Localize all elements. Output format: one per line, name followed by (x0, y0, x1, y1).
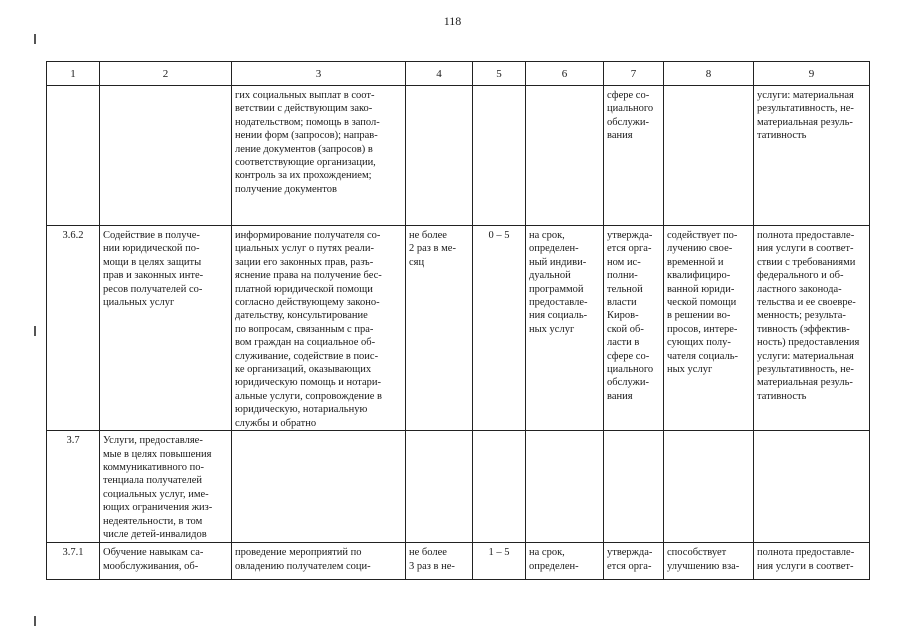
column-header: 5 (473, 62, 526, 86)
service-name-cell (100, 86, 232, 226)
service-description-cell: информирование получателя со- циальных услуг о путях реали- зации его законных прав, разъ- яснение права на получение бес- платной юридической помощи согласно действующему законо- дательству, консультирование по вопросам, связанным с пра- вом граждан на социальное об- служивание, содействие в поис- ке организаций, оказывающих юридическую помощь и нотари- альные услуги, сопровождение в юридическую, нотариальную службы и обратно (232, 226, 406, 431)
quality-criteria-cell (754, 431, 870, 543)
row-number-cell: 3.6.2 (47, 226, 100, 431)
margin-mark-bottom (34, 616, 36, 626)
frequency-cell: не более 2 раз в ме- сяц (406, 226, 473, 431)
service-description-cell: проведение мероприятий по овладению получателем соци- (232, 543, 406, 580)
quality-criteria-cell: услуги: материальная результативность, не- материальная резуль- тативность (754, 86, 870, 226)
column-header: 9 (754, 62, 870, 86)
row-number-cell (47, 86, 100, 226)
column-header: 7 (604, 62, 664, 86)
term-cell: на срок, определен- ный индиви- дуальной программой предоставле- ния социаль- ных услуг (526, 226, 604, 431)
effect-cell (664, 431, 754, 543)
quality-criteria-cell: полнота предоставле- ния услуги в соответ- ствии с требованиями федерального и об- ластного законода- тельства и ее своевре- менность; результа- тивность (эффектив- ность) предоставления услуги: материальная результативность, не- материальная резуль- тативность (754, 226, 870, 431)
column-header: 8 (664, 62, 754, 86)
approval-cell: сфере со- циального обслужи- вания (604, 86, 664, 226)
effect-cell: способствует улучшению вза- (664, 543, 754, 580)
table-row (47, 431, 870, 543)
term-cell (526, 431, 604, 543)
table-header-row (47, 62, 870, 86)
margin-mark-top (34, 34, 36, 44)
frequency-cell: не более 3 раз в не- (406, 543, 473, 580)
service-description-cell (232, 431, 406, 543)
term-cell (526, 86, 604, 226)
frequency-cell (406, 86, 473, 226)
column-header: 4 (406, 62, 473, 86)
approval-cell: утвержда- ется орга- ном ис- полни- тельной власти Киров- ской об- ласти в сфере со- циального обслужи- вания (604, 226, 664, 431)
effect-cell (664, 86, 754, 226)
approval-cell (604, 431, 664, 543)
service-name-cell: Обучение навыкам са- мообслуживания, об- (100, 543, 232, 580)
duration-cell: 0 – 5 (473, 226, 526, 431)
duration-cell (473, 431, 526, 543)
quality-criteria-cell: полнота предоставле- ния услуги в соответ- (754, 543, 870, 580)
table-row (47, 86, 870, 226)
table-row (47, 226, 870, 431)
duration-cell (473, 86, 526, 226)
row-number-cell: 3.7.1 (47, 543, 100, 580)
page-number: 118 (443, 14, 462, 28)
column-header: 6 (526, 62, 604, 86)
column-header: 3 (232, 62, 406, 86)
term-cell: на срок, определен- (526, 543, 604, 580)
column-header: 2 (100, 62, 232, 86)
column-header: 1 (47, 62, 100, 86)
margin-mark-middle (34, 326, 36, 336)
frequency-cell (406, 431, 473, 543)
approval-cell: утвержда- ется орга- (604, 543, 664, 580)
duration-cell: 1 – 5 (473, 543, 526, 580)
service-description-cell: гих социальных выплат в соот- ветствии с действующим зако- нодательством; помощь в запол- нении форм (запросов); направ- ление документов (запросов) в соответствующие организации, контроль за их прохождением; получение документов (232, 86, 406, 226)
services-table (46, 61, 870, 580)
service-name-cell: Содействие в получе- нии юридической по- мощи в целях защиты прав и законных инте- ресов получателей со- циальных услуг (100, 226, 232, 431)
effect-cell: содействует по- лучению свое- временной и квалифициро- ванной юриди- ческой помощи в решении во- просов, интере- сующих полу- чателя социаль- ных услуг (664, 226, 754, 431)
row-number-cell: 3.7 (47, 431, 100, 543)
service-name-cell: Услуги, предоставляе- мые в целях повышения коммуникативного по- тенциала получателей социальных услуг, име- ющих ограничения жиз- недеятельности, в том числе детей-инвалидов (100, 431, 232, 543)
table-row (47, 543, 870, 580)
